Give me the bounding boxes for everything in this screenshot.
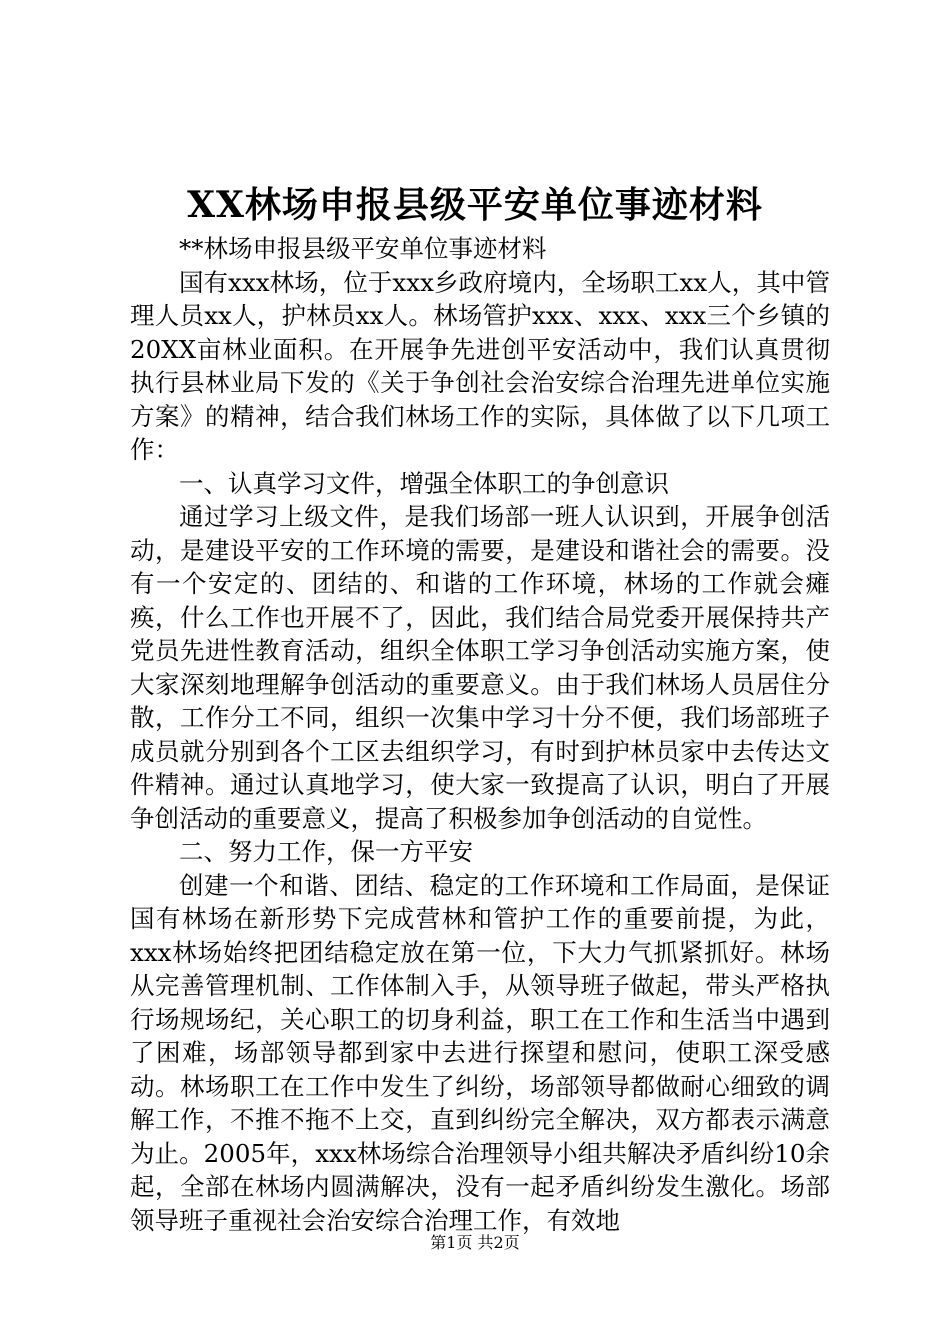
paragraph-section-2: 创建一个和谐、团结、稳定的工作环境和工作局面，是保证国有林场在新形势下完成营林和管护工作的重要前提，为此，xxx林场始终把团结稳定放在第一位，下大力气抓紧抓好。林场从完善管理机制、工作体制入手，从领导班子做起，带头严格执行场规场纪，关心职工的切身利益，职工在工作和生活当中遇到了困难，场部领导都到家中去进行探望和慰问，使职工深受感动。林场职工在工作中发生了纠纷，场部领导都做耐心细致的调解工作，不推不拖不上交，直到纠纷完全解决，双方都表示满意为止。2005年，xxx林场综合治理领导小组共解决矛盾纠纷10余起，全部在林场内圆满解决，没有一起矛盾纠纷发生激化。场部领导班子重视社会治安综合治理工作，有效地 bbox=[130, 870, 830, 1235]
document-body bbox=[130, 232, 830, 1237]
section-heading-1: 一、认真学习文件，增强全体职工的争创意识 bbox=[179, 468, 669, 498]
paragraph-section-1: 通过学习上级文件，是我们场部一班人认识到，开展争创活动，是建设平安的工作环境的需要，是建设和谐社会的需要。没有一个安定的、团结的、和谐的工作环境，林场的工作就会瘫痪，什么工作也开展不了，因此，我们结合局党委开展保持共产党员先进性教育活动，组织全体职工学习争创活动实施方案，使大家深刻地理解争创活动的重要意义。由于我们林场人员居住分散，工作分工不同，组织一次集中学习十分不便，我们场部班子成员就分别到各个工区去组织学习，有时到护林员家中去传达文件精神。通过认真地学习，使大家一致提高了认识，明白了开展争创活动的重要意义，提高了积极参加争创活动的自觉性。 bbox=[130, 502, 830, 833]
page-footer: 第1页 共2页 bbox=[430, 1233, 520, 1252]
paragraph-subtitle: **林场申报县级平安单位事迹材料 bbox=[179, 234, 547, 263]
paragraph-intro: 国有xxx林场，位于xxx乡政府境内，全场职工xx人，其中管理人员xx人，护林员xx人。林场管护xxx、xxx、xxx三个乡镇的20XX亩林业面积。在开展争先进创平安活动中，我们认真贯彻执行县林业局下发的《关于争创社会治安综合治理先进单位实施方案》的精神，结合我们林场工作的实际，具体做了以下几项工作： bbox=[130, 267, 830, 464]
document-title: XX林场申报县级平安单位事迹材料 bbox=[187, 184, 763, 226]
section-heading-2: 二、努力工作，保一方平安 bbox=[179, 837, 473, 866]
